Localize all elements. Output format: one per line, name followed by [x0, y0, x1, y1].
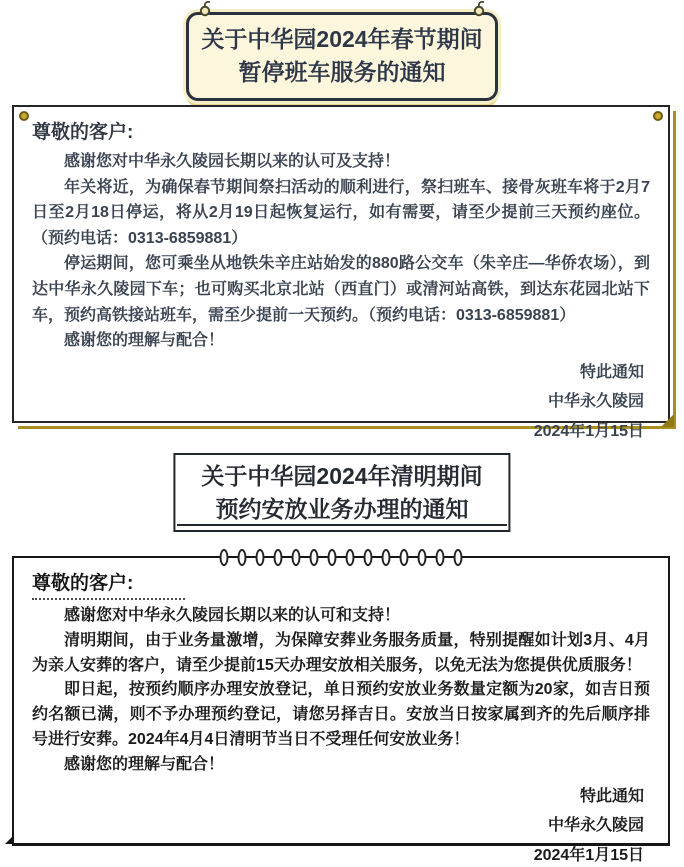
notice1-title-plaque: [186, 12, 498, 101]
notice2-salutation: 尊敬的客户:: [32, 568, 185, 600]
notice2-paragraph: 感谢您对中华永久陵园长期以来的认可和支持！: [64, 607, 401, 624]
binder-rings-icon: [220, 549, 463, 566]
notice2-title-frame: [173, 453, 510, 532]
notice2-body-box: [12, 556, 670, 864]
notice1-salutation: 尊敬的客户:: [32, 122, 134, 143]
notice1-paragraph: 年关将近，为确保春节期间祭扫活动的顺利进行，祭扫班车、接骨灰班车将于2月7日至2月18日停运，将从2月19日起恢复运行，如有需要，请至少提前三天预约座位。（预约电话：0313-6859881）: [32, 178, 650, 247]
hook-icon: [197, 0, 213, 24]
signoff-date: 2024年1月15日: [533, 422, 644, 440]
notice1-body-box: [12, 105, 670, 440]
corner-dot-icon: [19, 111, 29, 121]
notice2-paragraph: 即日起，按预约顺序办理安放登记，单日预约安放业务数量定额为20家，如吉日预约名额已满，则不予办理预约登记，请您另择吉日。安放当日按家属到齐的先后顺序排号进行安葬。2024年4月4日清明节当日不受理任何安放业务！: [32, 681, 650, 748]
notice2-paragraph: 感谢您的理解与配合！: [64, 755, 225, 773]
signoff-date: 2024年1月15日: [533, 846, 644, 864]
notice2-title-line2: 预约安放业务办理的通知: [215, 495, 469, 522]
folded-corner-icon: [5, 835, 14, 844]
hook-icon: [471, 0, 487, 24]
notice1-paragraph: 感谢您的理解与配合！: [64, 332, 225, 350]
signoff-notice: 特此通知: [579, 363, 644, 381]
signoff-org: 中华永久陵园: [547, 817, 644, 835]
notice2-signoff: [32, 782, 650, 867]
notice1-paragraph: 停运期间，您可乘坐从地铁朱辛庄站始发的880路公交车（朱辛庄—华侨农场），到达中华永久陵园下车；也可购买北京北站（西直门）或清河站高铁，到达东花园北站下车，预约高铁接站班车，需至少提前一天预约。（预约电话：0313-6859881）: [32, 255, 650, 324]
folded-corner-icon: [661, 414, 674, 427]
corner-dot-icon: [653, 111, 663, 121]
signoff-org: 中华永久陵园: [547, 393, 644, 411]
notice2-title-line1: 关于中华园2024年清明期间: [201, 463, 483, 489]
notice1-paragraph: 感谢您对中华永久陵园长期以来的认可及支持！: [64, 153, 401, 170]
signoff-notice: 特此通知: [579, 787, 644, 805]
notice2-title-underline: [177, 524, 507, 526]
notice2-paragraph: 清明期间，由于业务量激增，为保障安葬业务服务质量，特别提醒如计划3月、4月为亲人安葬的客户，请至少提前15天办理安放相关服务，以免无法为您提供优质服务！: [32, 631, 650, 674]
notice1-title-line1: 关于中华园2024年春节期间: [201, 26, 483, 52]
notice1-title-line2: 暂停班车服务的通知: [238, 58, 446, 85]
notice1-signoff: [32, 358, 650, 447]
